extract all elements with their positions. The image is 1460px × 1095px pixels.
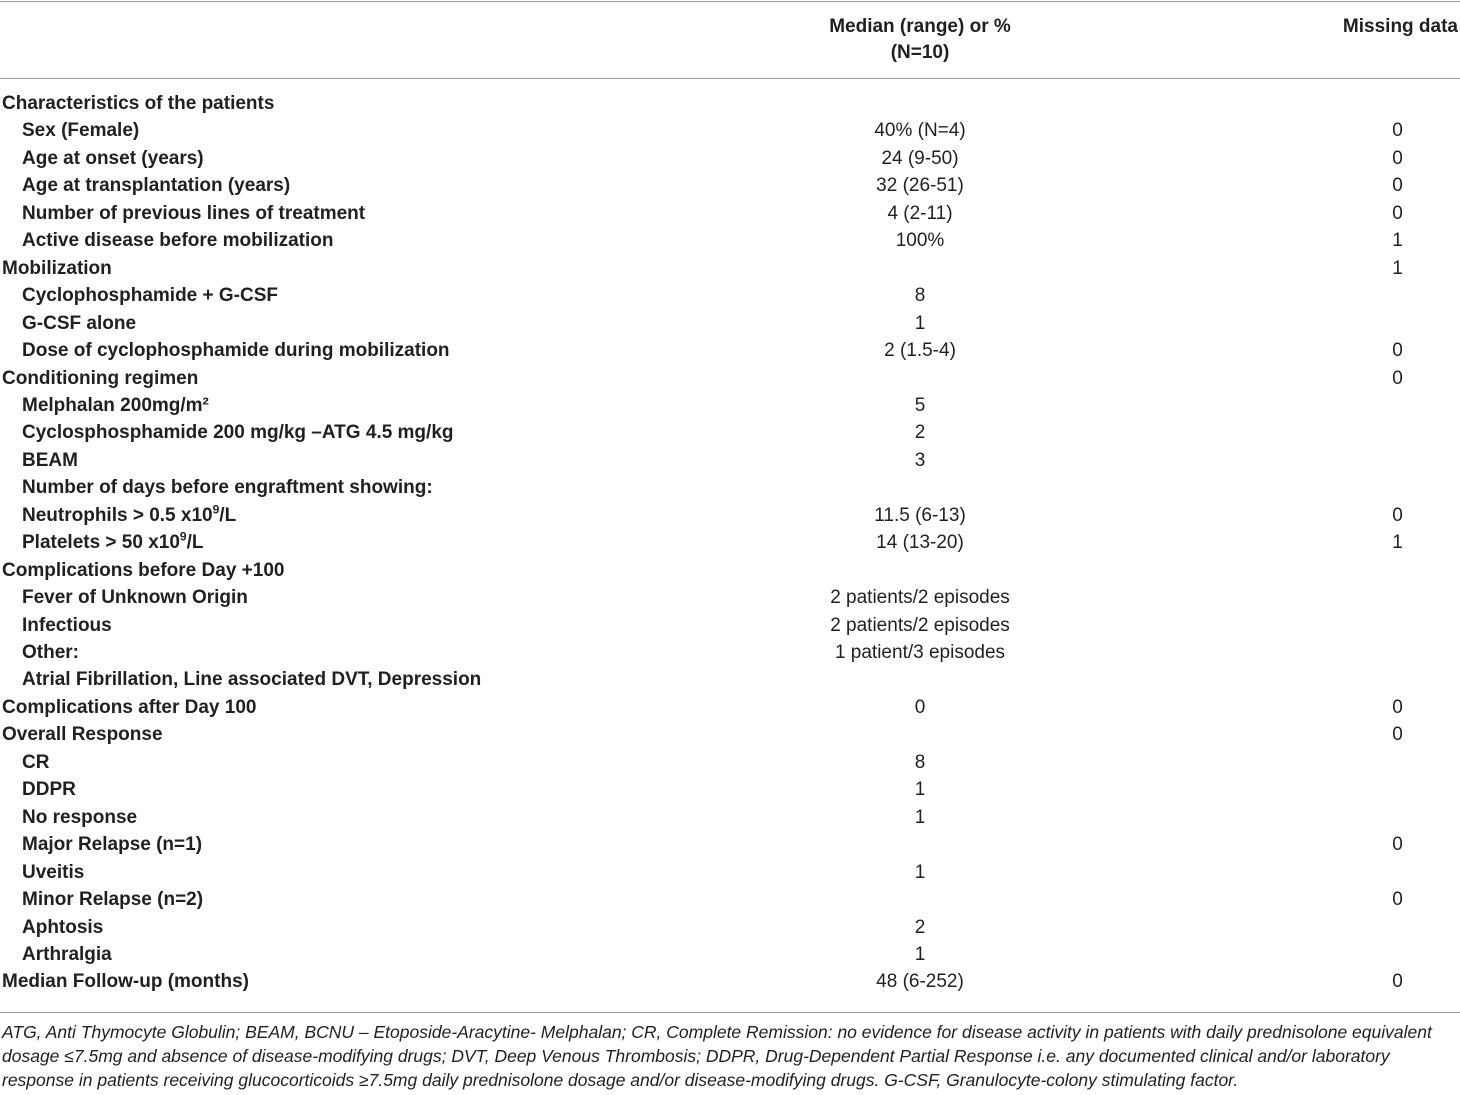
row-missing: 1 — [1392, 532, 1403, 554]
row-label-text: Complications after Day 100 — [2, 696, 257, 718]
row-label-text: Other: — [22, 642, 79, 663]
row-label-text: Sex (Female) — [22, 120, 140, 142]
row-label-text: Overall Response — [2, 724, 163, 746]
table-row — [0, 859, 1460, 886]
row-label-text: CR — [22, 751, 50, 773]
table-row — [0, 639, 1460, 666]
table-row — [0, 914, 1460, 941]
table-row — [0, 557, 1460, 584]
row-label-text: Infectious — [22, 614, 112, 636]
row-sublabel — [22, 776, 76, 803]
row-value: 2 (1.5-4) — [884, 340, 956, 362]
row-section-label — [2, 90, 274, 117]
row-value: 0 — [914, 696, 926, 718]
row-sublabel — [22, 447, 78, 474]
row-value: 1 — [914, 943, 926, 965]
row-label-suffix: /L — [219, 504, 237, 526]
row-label-text: Uveitis — [22, 861, 85, 883]
row-label-text: Characteristics of the patients — [2, 93, 275, 114]
row-label-text: Atrial Fibrillation, Line associated DVT, Depression — [22, 669, 482, 691]
table-row — [0, 227, 1460, 254]
row-missing: 0 — [1392, 696, 1403, 718]
table-row — [0, 392, 1460, 419]
table-row — [0, 447, 1460, 474]
row-sublabel — [22, 145, 204, 172]
row-section-label — [2, 557, 284, 584]
row-value: 8 — [914, 285, 926, 307]
row-value: 5 — [914, 394, 926, 416]
column-header-median-line1: Median (range) or % — [829, 16, 1011, 37]
table-row — [0, 749, 1460, 776]
row-sublabel — [22, 310, 136, 337]
row-missing: 0 — [1392, 834, 1403, 856]
row-missing: 1 — [1392, 230, 1403, 252]
row-label-text: Conditioning regimen — [2, 367, 199, 389]
table-row — [0, 474, 1460, 501]
table-row — [0, 666, 1460, 693]
row-sublabel — [22, 941, 112, 968]
row-section-label — [2, 255, 112, 282]
table-row — [0, 941, 1460, 968]
table-row — [0, 310, 1460, 337]
row-value: 4 (2-11) — [887, 202, 953, 224]
table-footnote: ATG, Anti Thymocyte Globulin; BEAM, BCNU – Etoposide-Aracytine- Melphalan; CR, Complete Remission: no evidence for disease activity in patients with daily prednisolone equivalent dosage ≤7.5mg and absence of disease-modifying drugs; DVT, Deep Venous Thrombosis; DDPR, Drug-Dependent Partial Response i.e. any documented clinical and/or laboratory response in patients receiving glucocorticoids ≥7.5mg daily prednisolone dosage and/or disease-modifying drugs. G-CSF, Granulocyte-colony stimulating factor. — [2, 1022, 1432, 1090]
header-bottom-rule — [0, 78, 1460, 79]
row-missing: 0 — [1392, 147, 1403, 169]
row-value: 48 (6-252) — [876, 971, 964, 993]
row-value: 1 — [914, 779, 926, 801]
row-label-text: Dose of cyclophosphamide during mobilization — [22, 340, 450, 362]
table-row — [0, 831, 1460, 858]
table-row — [0, 172, 1460, 199]
row-sublabel — [22, 804, 137, 831]
row-label-text: Aphtosis — [22, 916, 104, 938]
row-label-text: G-CSF alone — [22, 312, 137, 334]
row-sublabel — [22, 200, 365, 227]
row-label-text: Active disease before mobilization — [22, 230, 334, 252]
row-label-text: Melphalan 200mg/m² — [22, 394, 209, 416]
row-value: 3 — [914, 449, 926, 471]
row-label-text: Cyclosphosphamide 200 mg/kg –ATG 4.5 mg/kg — [22, 422, 454, 444]
row-sublabel — [22, 831, 202, 858]
row-value: 1 — [914, 312, 926, 334]
row-value: 14 (13-20) — [876, 532, 964, 554]
row-missing: 1 — [1392, 257, 1403, 279]
row-sublabel — [22, 282, 278, 309]
table-top-rule — [0, 1, 1460, 2]
row-section-label — [2, 365, 198, 392]
row-label-text: Fever of Unknown Origin — [22, 587, 248, 609]
row-label-text: Major Relapse (n=1) — [22, 834, 203, 856]
row-missing: 0 — [1392, 175, 1403, 197]
row-label-text: Mobilization — [2, 257, 112, 279]
row-missing: 0 — [1392, 340, 1403, 362]
row-sublabel — [22, 914, 103, 941]
row-sublabel — [22, 749, 49, 776]
table-row — [0, 90, 1460, 117]
row-missing: 0 — [1392, 504, 1403, 526]
row-section-label — [2, 721, 163, 748]
row-sublabel — [22, 172, 290, 199]
row-missing: 0 — [1392, 724, 1403, 746]
row-value: 8 — [914, 751, 926, 773]
table-row — [0, 968, 1460, 995]
row-sublabel — [22, 886, 203, 913]
row-value: 2 patients/2 episodes — [830, 614, 1010, 636]
row-sublabel — [22, 859, 84, 886]
row-sublabel — [22, 227, 333, 254]
row-sublabel — [22, 584, 248, 611]
row-section-label — [2, 694, 256, 721]
table-row — [0, 282, 1460, 309]
row-sublabel — [22, 639, 79, 666]
table-row — [0, 612, 1460, 639]
row-label-text: Number of previous lines of treatment — [22, 202, 366, 224]
row-sublabel — [22, 117, 139, 144]
row-value: 40% (N=4) — [874, 120, 966, 142]
row-label-text: Median Follow-up (months) — [2, 971, 249, 993]
table-row — [0, 721, 1460, 748]
table-row — [0, 200, 1460, 227]
table-row — [0, 886, 1460, 913]
table-row — [0, 804, 1460, 831]
table-row — [0, 145, 1460, 172]
row-label-text: Cyclophosphamide + G-CSF — [22, 285, 279, 307]
row-missing: 0 — [1392, 367, 1403, 389]
column-header-median — [780, 14, 1060, 66]
row-label-text: Minor Relapse (n=2) — [22, 889, 204, 911]
table-row — [0, 694, 1460, 721]
row-value: 2 — [914, 422, 926, 444]
row-missing: 0 — [1392, 120, 1403, 142]
row-label-text: Platelets > 50 x10 — [22, 532, 180, 554]
row-value: 1 — [914, 861, 926, 883]
table-row — [0, 117, 1460, 144]
row-value: 2 patients/2 episodes — [830, 587, 1010, 609]
row-missing: 0 — [1392, 971, 1403, 993]
row-label-text: Complications before Day +100 — [2, 559, 285, 581]
row-sublabel — [22, 612, 112, 639]
row-label-text: No response — [22, 806, 138, 828]
table-row — [0, 584, 1460, 611]
table-bottom-rule — [0, 1012, 1460, 1013]
row-label-suffix: /L — [186, 532, 204, 554]
row-value: 11.5 (6-13) — [874, 504, 966, 526]
row-label-text: Arthralgia — [22, 943, 112, 965]
row-label-text: Age at transplantation (years) — [22, 175, 291, 197]
row-sublabel — [22, 502, 236, 529]
table-row — [0, 337, 1460, 364]
table-row — [0, 419, 1460, 446]
row-label-text: BEAM — [22, 449, 78, 471]
table-row — [0, 365, 1460, 392]
table-row — [0, 502, 1460, 529]
row-value: 2 — [914, 916, 926, 938]
row-label-text: Age at onset (years) — [22, 147, 204, 169]
table-row — [0, 776, 1460, 803]
row-sublabel — [22, 529, 204, 556]
row-sublabel — [22, 337, 450, 364]
row-section-label — [2, 968, 249, 995]
row-sublabel — [22, 666, 481, 693]
row-value: 100% — [895, 230, 945, 252]
column-header-median-line2: (N=10) — [890, 42, 950, 63]
table-row — [0, 529, 1460, 556]
row-value: 1 patient/3 episodes — [834, 642, 1006, 663]
row-label-superscript: 9 — [179, 529, 187, 544]
row-label-text: Neutrophils > 0.5 x10 — [22, 504, 213, 526]
row-label-superscript: 9 — [212, 502, 220, 517]
row-missing: 0 — [1392, 202, 1403, 224]
row-sublabel — [22, 474, 433, 501]
row-missing: 0 — [1392, 889, 1403, 911]
row-label-text: Number of days before engraftment showing: — [22, 477, 433, 499]
row-label-text: DDPR — [22, 779, 76, 801]
column-header-missing: Missing data — [1342, 16, 1458, 37]
row-value: 32 (26-51) — [876, 175, 964, 197]
table-row — [0, 255, 1460, 282]
row-sublabel — [22, 419, 454, 446]
row-sublabel — [22, 392, 209, 419]
row-value: 1 — [914, 806, 926, 828]
row-value: 24 (9-50) — [881, 147, 959, 169]
